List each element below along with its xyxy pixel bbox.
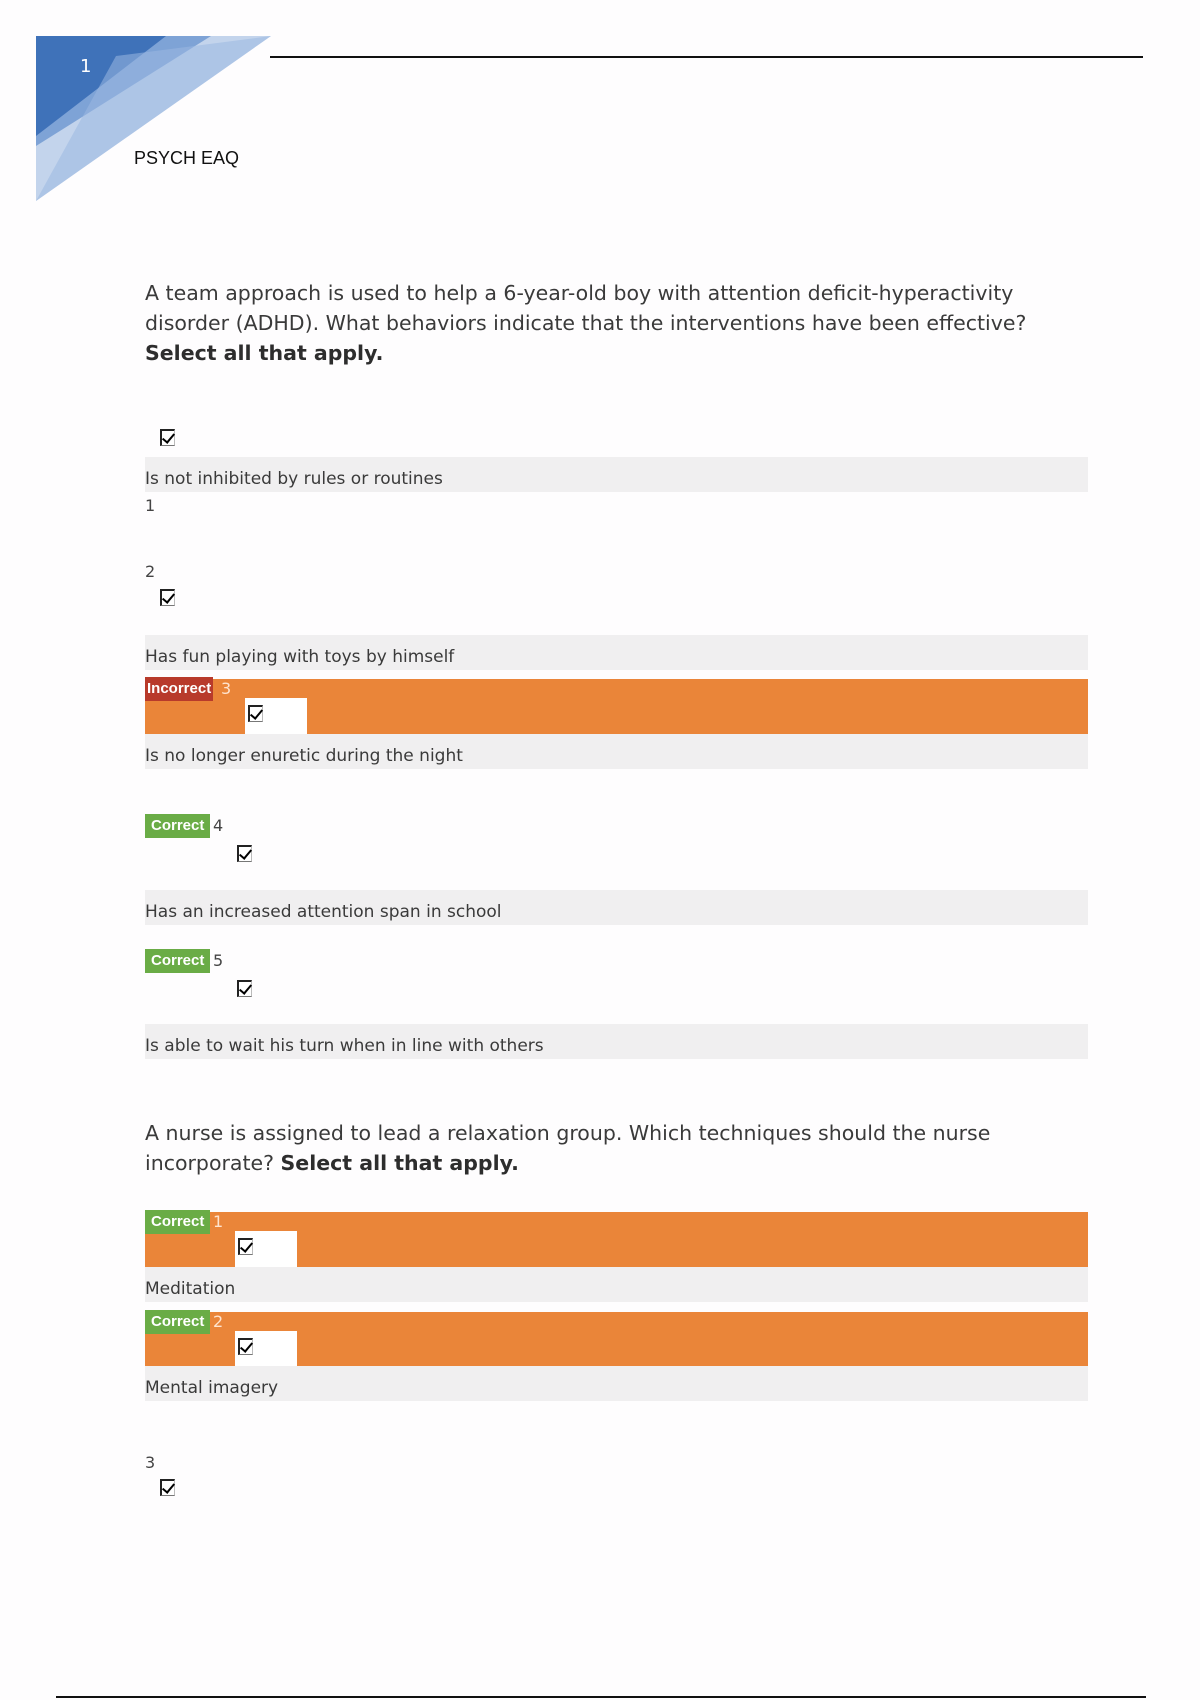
option-number-q2-3: 3 xyxy=(145,1453,156,1472)
question-2-prompt xyxy=(145,1118,1085,1178)
option-number-q1-5: 5 xyxy=(213,951,224,970)
option-label-q1-5: Is able to wait his turn when in line with others xyxy=(145,1024,1088,1059)
option-label-q1-1: Is not inhibited by rules or routines xyxy=(145,457,1088,492)
option-label-q1-3: Is no longer enuretic during the night xyxy=(145,734,1088,769)
question-2-instruction: Select all that apply. xyxy=(280,1151,519,1175)
correct-badge: Correct xyxy=(145,814,210,838)
checkbox-q1-option-4[interactable] xyxy=(237,845,252,862)
option-number-q1-1: 1 xyxy=(145,496,156,515)
option-label-q2-1: Meditation xyxy=(145,1267,1088,1302)
correct-badge: Correct xyxy=(145,949,210,973)
correct-badge: Correct xyxy=(145,1210,210,1234)
incorrect-badge: Incorrect xyxy=(145,677,213,701)
checkbox-q2-option-2[interactable] xyxy=(238,1338,253,1355)
checkbox-q2-option-1[interactable] xyxy=(238,1238,253,1255)
option-number-q1-3: 3 xyxy=(221,679,232,698)
checkbox-q2-option-3[interactable] xyxy=(160,1479,175,1496)
checkbox-q1-option-3[interactable] xyxy=(248,705,263,722)
option-number-q2-2: 2 xyxy=(213,1312,224,1331)
question-1-prompt xyxy=(145,278,1085,368)
option-number-q2-1: 1 xyxy=(213,1212,224,1231)
question-1-text: A team approach is used to help a 6-year-old boy with attention deficit-hyperactivity disorder (ADHD). What behaviors indicate that the interventions have been effective? xyxy=(145,281,1027,335)
option-label-q2-2: Mental imagery xyxy=(145,1366,1088,1401)
question-2-text: A nurse is assigned to lead a relaxation group. Which techniques should the nurse incorporate? xyxy=(145,1121,991,1175)
option-number-q1-2: 2 xyxy=(145,562,156,581)
checkbox-q1-option-5[interactable] xyxy=(237,980,252,997)
checkbox-q1-option-2[interactable] xyxy=(160,589,175,606)
header-rule xyxy=(270,56,1143,58)
question-1-instruction: Select all that apply. xyxy=(145,341,384,365)
option-label-q1-2: Has fun playing with toys by himself xyxy=(145,635,1088,670)
document-title: PSYCH EAQ xyxy=(134,148,240,168)
option-label-q1-4: Has an increased attention span in school xyxy=(145,890,1088,925)
corner-decoration xyxy=(36,36,271,201)
footer-rule xyxy=(56,1696,1146,1698)
page-number: 1 xyxy=(80,56,92,77)
option-number-q1-4: 4 xyxy=(213,816,224,835)
checkbox-q1-option-1[interactable] xyxy=(160,429,175,446)
correct-badge: Correct xyxy=(145,1310,210,1334)
